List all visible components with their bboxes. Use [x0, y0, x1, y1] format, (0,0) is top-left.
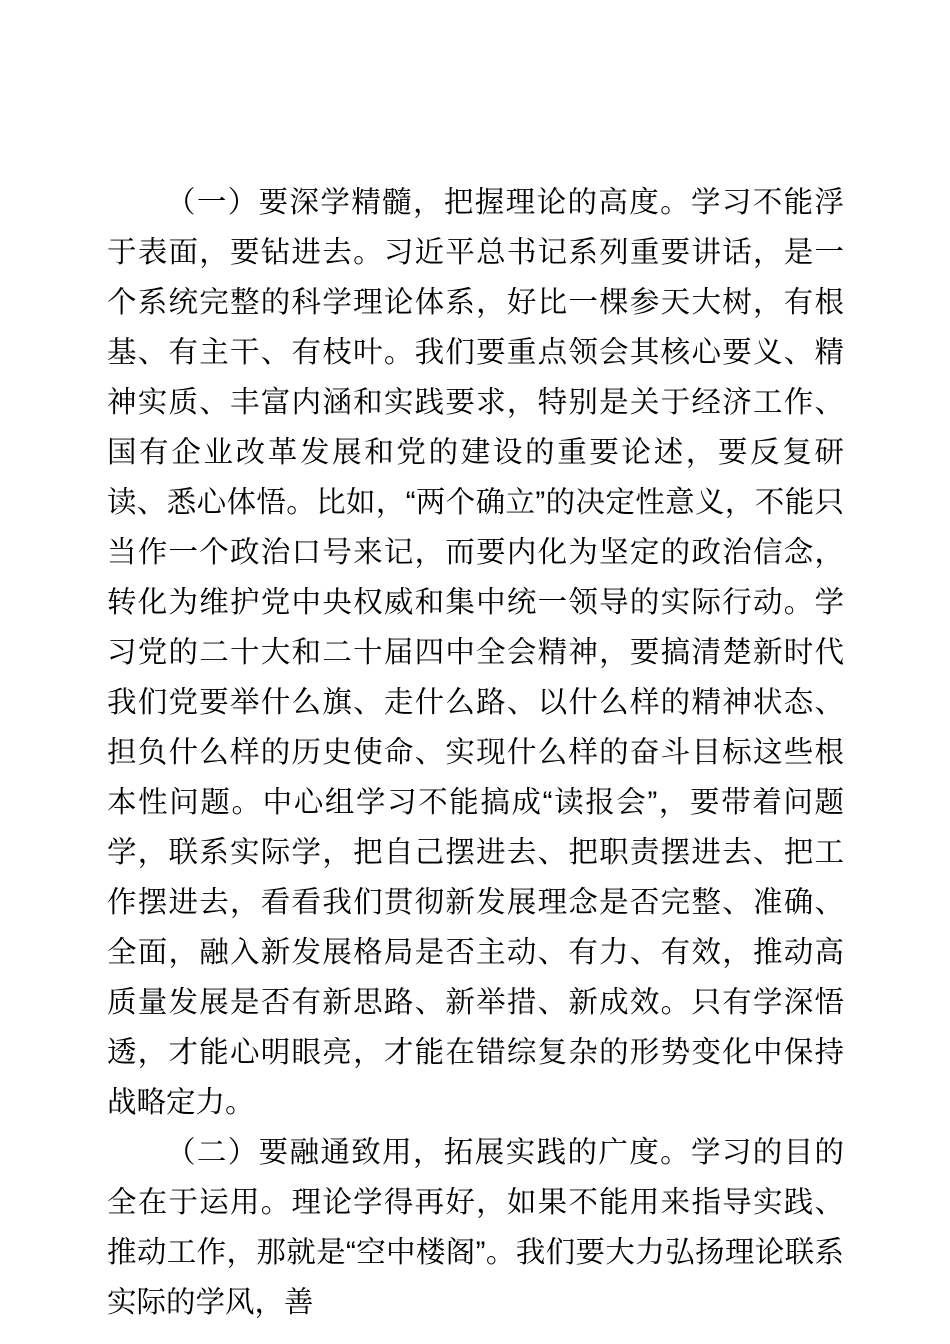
paragraph-section-1: （一）要深学精髓，把握理论的高度。学习不能浮于表面，要钻进去。习近平总书记系列重要讲话，是一个系统完整的科学理论体系，好比一棵参天大树，有根基、有主干、有枝叶。我们要重点领会其核心要义、精神实质、丰富内涵和实践要求，特别是关于经济工作、国有企业改革发展和党的建设的重要论述，要反复研读、悉心体悟。比如，“两个确立”的决定性意义，不能只当作一个政治口号来记，而要内化为坚定的政治信念，转化为维护党中央权威和集中统一领导的实际行动。学习党的二十大和二十届四中全会精神，要搞清楚新时代我们党要举什么旗、走什么路、以什么样的精神状态、担负什么样的历史使命、实现什么样的奋斗目标这些根本性问题。中心组学习不能搞成“读报会”，要带着问题学，联系实际学，把自己摆进去、把职责摆进去、把工作摆进去，看看我们贯彻新发展理念是否完整、准确、全面，融入新发展格局是否主动、有力、有效，推动高质量发展是否有新思路、新举措、新成效。只有学深悟透，才能心明眼亮，才能在错综复杂的形势变化中保持战略定力。 [107, 186, 844, 1119]
document-text-body [107, 178, 844, 1328]
paragraph-section-2: （二）要融通致用，拓展实践的广度。学习的目的全在于运用。理论学得再好，如果不能用来指导实践、推动工作，那就是“空中楼阁”。我们要大力弘扬理论联系实际的学风，善 [107, 1136, 844, 1319]
